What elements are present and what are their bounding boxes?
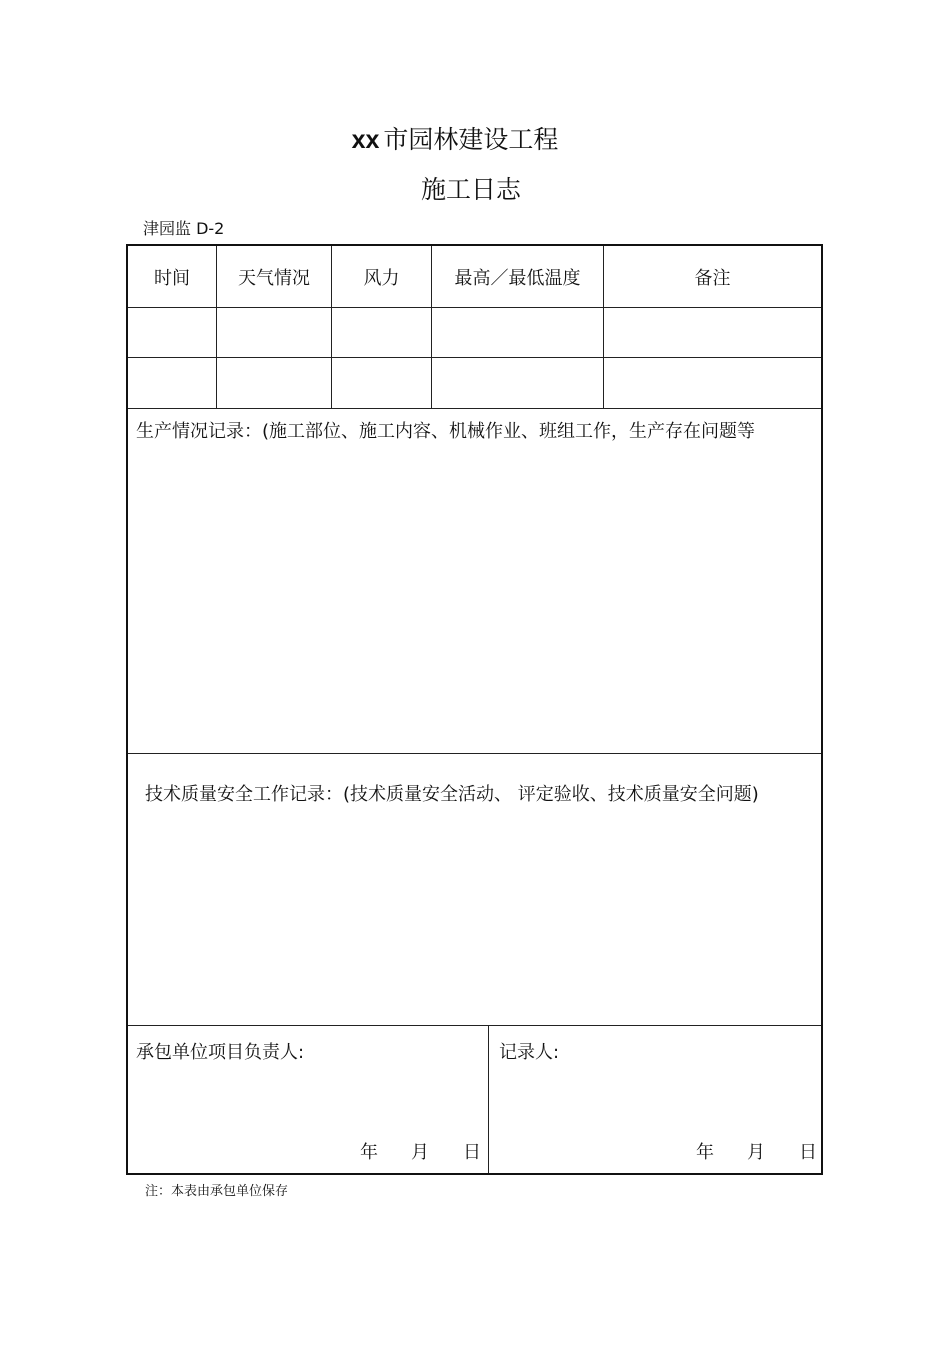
document-subtitle: 施工日志 bbox=[420, 175, 521, 204]
recorder-label: 记录人: bbox=[499, 1042, 560, 1063]
table-cell[interactable] bbox=[332, 358, 431, 408]
recorder-date bbox=[696, 1140, 818, 1166]
document-title bbox=[0, 122, 910, 158]
table-cell[interactable] bbox=[332, 308, 431, 357]
quality-safety-record-label: 技术质量安全工作记录：(技术质量安全活动、 评定验收、技术质量安全问题) bbox=[145, 784, 759, 805]
title-prefix: xx bbox=[351, 126, 380, 154]
table-cell[interactable] bbox=[604, 308, 821, 357]
footer-note: 注：本表由承包单位保存 bbox=[145, 1184, 289, 1199]
column-header-time: 时间 bbox=[154, 267, 190, 289]
table-cell[interactable] bbox=[217, 308, 331, 357]
contractor-date bbox=[360, 1140, 480, 1166]
day-label: 日 bbox=[463, 1142, 481, 1163]
contractor-manager-label: 承包单位项目负责人: bbox=[136, 1042, 305, 1063]
production-record-label: 生产情况记录：(施工部位、施工内容、机械作业、班组工作，生产存在问题等 bbox=[136, 421, 756, 442]
table-cell[interactable] bbox=[604, 358, 821, 408]
month-label: 月 bbox=[411, 1142, 429, 1163]
signature-divider bbox=[488, 1025, 489, 1173]
log-form bbox=[126, 244, 823, 1175]
month-label: 月 bbox=[747, 1142, 765, 1163]
form-code: 津园监 D-2 bbox=[143, 219, 225, 238]
table-cell[interactable] bbox=[217, 358, 331, 408]
table-cell[interactable] bbox=[432, 308, 603, 357]
section-divider bbox=[128, 753, 821, 754]
year-label: 年 bbox=[360, 1142, 378, 1163]
column-header-temperature: 最高／最低温度 bbox=[454, 267, 581, 289]
year-label: 年 bbox=[696, 1142, 714, 1163]
row-divider bbox=[128, 408, 821, 409]
column-header-wind: 风力 bbox=[363, 267, 400, 289]
column-header-weather: 天气情况 bbox=[238, 267, 310, 289]
section-divider bbox=[128, 1025, 821, 1026]
title-text: 市园林建设工程 bbox=[383, 125, 559, 154]
day-label: 日 bbox=[799, 1142, 817, 1163]
column-header-remarks: 备注 bbox=[694, 267, 731, 289]
table-cell[interactable] bbox=[128, 308, 216, 357]
table-cell[interactable] bbox=[432, 358, 603, 408]
table-cell[interactable] bbox=[128, 358, 216, 408]
